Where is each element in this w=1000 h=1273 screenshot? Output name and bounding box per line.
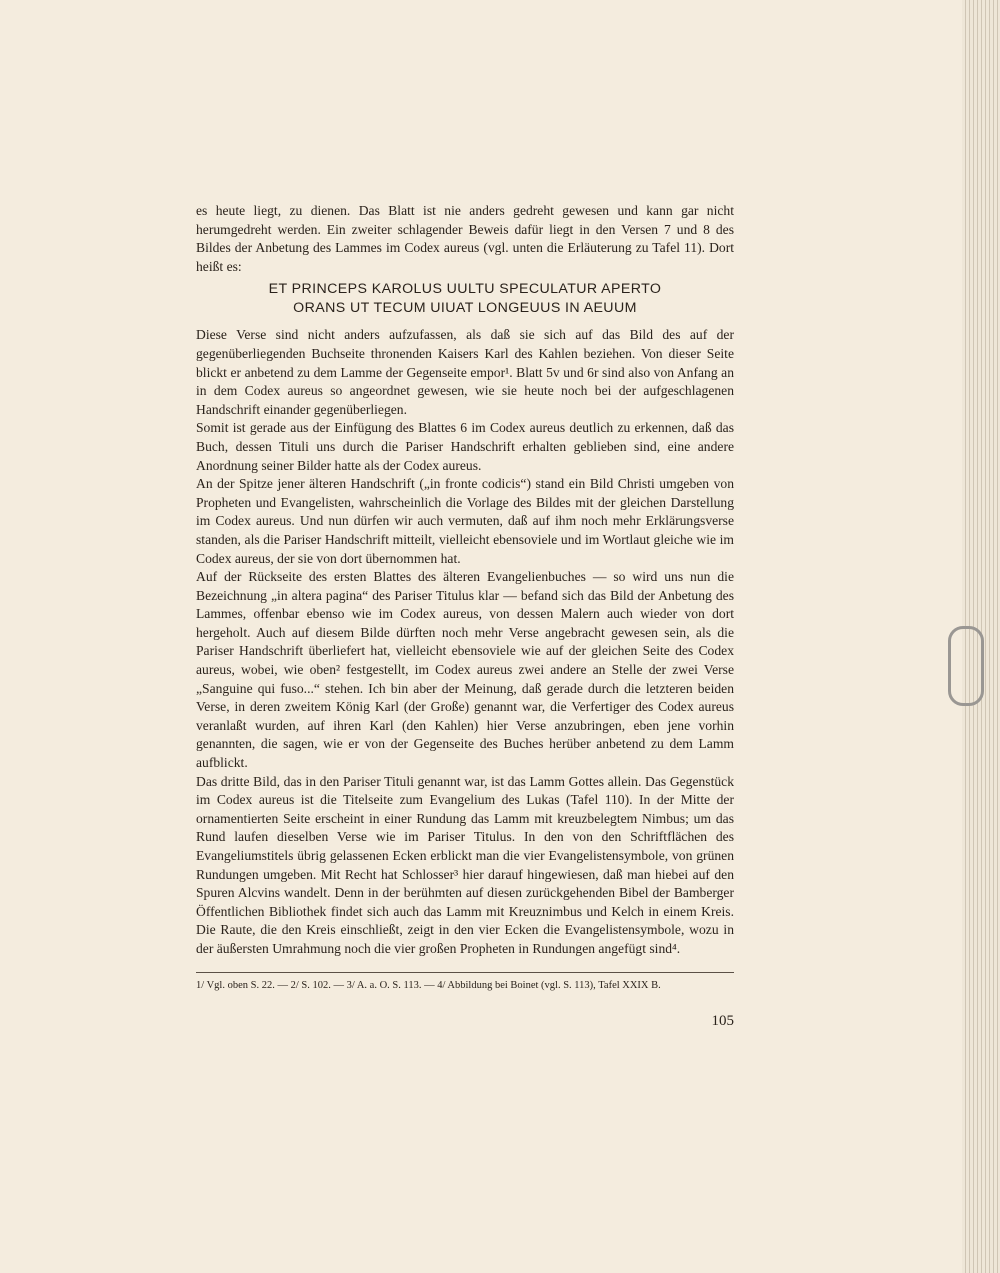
- paragraph-3: An der Spitze jener älteren Handschrift („in fronte codicis“) stand ein Bild Christi umgeben von Propheten und Evangelisten, wahrscheinlich die Vorlage des Bildes mit der gleichen Darstellung im Codex aureus. Und nun dürfen wir auch vermuten, daß auf ihm noch mehr Erklärungsverse standen, als die Pariser Handschrift mitteilt, vielleicht ebensoviele und im Wortlaut gleiche wie im Codex aureus, der sie von dort übernommen hat.: [196, 476, 734, 566]
- paragraph-5: Das dritte Bild, das in den Pariser Tituli genannt war, ist das Lamm Gottes allein. Das Gegenstück im Codex aureus ist die Titelseite zum Evangelium des Lukas (Tafel 110). In der Mitte der ornamentierten Seite erscheint in einer Rundung das Lamm mit kreuzbelegtem Nimbus; um das Rund laufen dieselben Verse wie im Pariser Titulus. In den von den Schriftflächen des Evangeliumstitels übrig gelassenen Ecken erblickt man die vier Evangelistensymbole, von grünen Rundungen umgeben. Mit Recht hat Schlosser³ hier darauf hingewiesen, daß man hiebei auf den Spuren Alcvins wandelt. Denn in der berühmten auf diesen zurückgehenden Bibel der Bamberger Öffentlichen Bibliothek findet sich auch das Lamm mit Kreuznimbus und Kelch in einem Kreis. Die Raute, die den Kreis einschließt, zeigt in den vier Ecken die Evangelistensymbole, wozu in der äußersten Umrahmung noch die vier großen Propheten in Rundungen angefügt sind⁴.: [196, 773, 734, 956]
- footnote-divider: [196, 972, 734, 973]
- verse-line-1: ET PRINCEPS KAROLUS UULTU SPECULATUR APERTO: [268, 281, 662, 298]
- paragraph-intro: es heute liegt, zu dienen. Das Blatt ist nie anders gedreht gewesen und kann gar nicht herumgedreht werden. Ein zweiter schlagender Beweis dafür liegt in den Versen 7 und 8 des Bildes der Anbetung des Lammes im Codex aureus (vgl. unten die Erläuterung zu Tafel 11). Dort heißt es:: [196, 203, 734, 274]
- paragraph-1: Diese Verse sind nicht anders aufzufassen, als daß sie sich auf das Bild des auf der gegenüberliegenden Buchseite thronenden Kaisers Karl des Kahlen beziehen. Von dieser Seite blickt er anbetend zu dem Lamme der Gegenseite empor¹. Blatt 5v und 6r sind also von Anfang an in dem Codex aureus so angeordnet gewesen, wie sie heute noch bei der aufgeschlagenen Handschrift einander gegenüberliegen.: [196, 327, 734, 417]
- paragraph-2: Somit ist gerade aus der Einfügung des Blattes 6 im Codex aureus deutlich zu erkennen, daß das Buch, dessen Tituli uns durch die Pariser Handschrift erhalten geblieben sind, eine andere Anordnung seiner Bilder hatte als der Codex aureus.: [196, 420, 734, 473]
- verse-line-2: ORANS UT TECUM UIUAT LONGEUUS IN AEUUM: [293, 300, 637, 317]
- page-number: 105: [711, 1013, 734, 1029]
- paper-clip-icon: [948, 626, 984, 706]
- body-text: [196, 202, 734, 959]
- paragraph-4: Auf der Rückseite des ersten Blattes des älteren Evangelienbuches — so wird uns nun die Bezeichnung „in altera pagina“ des Pariser Titulus klar — befand sich das Bild der Anbetung des Lammes, offenbar ebenso wie im Codex aureus, von dessen Malern auch wieder von dort hergeholt. Auch auf diesem Bilde dürften noch mehr Verse angebracht gewesen sein, als die Pariser Handschrift überliefert hat, vielleicht ebensoviele wie auf der gleichen Seite des Codex aureus, wobei, wie oben² festgestellt, im Codex aureus zwei andere an Stelle der zwei Verse „Sanguine qui fuso...“ stehen. Ich bin aber der Meinung, daß gerade durch die letzteren beiden Verse, in deren zweitem König Karl (der Große) genannt war, die Verfertiger des Codex aureus veranlaßt wurden, auf ihren Karl (den Kahlen) hier Verse anzubringen, eben jene vorhin genannten, die sagen, wie er von der Gegenseite des Buches herüber anbetend zu dem Lamm aufblickt.: [196, 569, 734, 771]
- footnotes: 1/ Vgl. oben S. 22. — 2/ S. 102. — 3/ A. a. O. S. 113. — 4/ Abbildung bei Boinet (vgl. S. 113), Tafel XXIX B.: [196, 980, 661, 991]
- verse-quote: [196, 280, 734, 318]
